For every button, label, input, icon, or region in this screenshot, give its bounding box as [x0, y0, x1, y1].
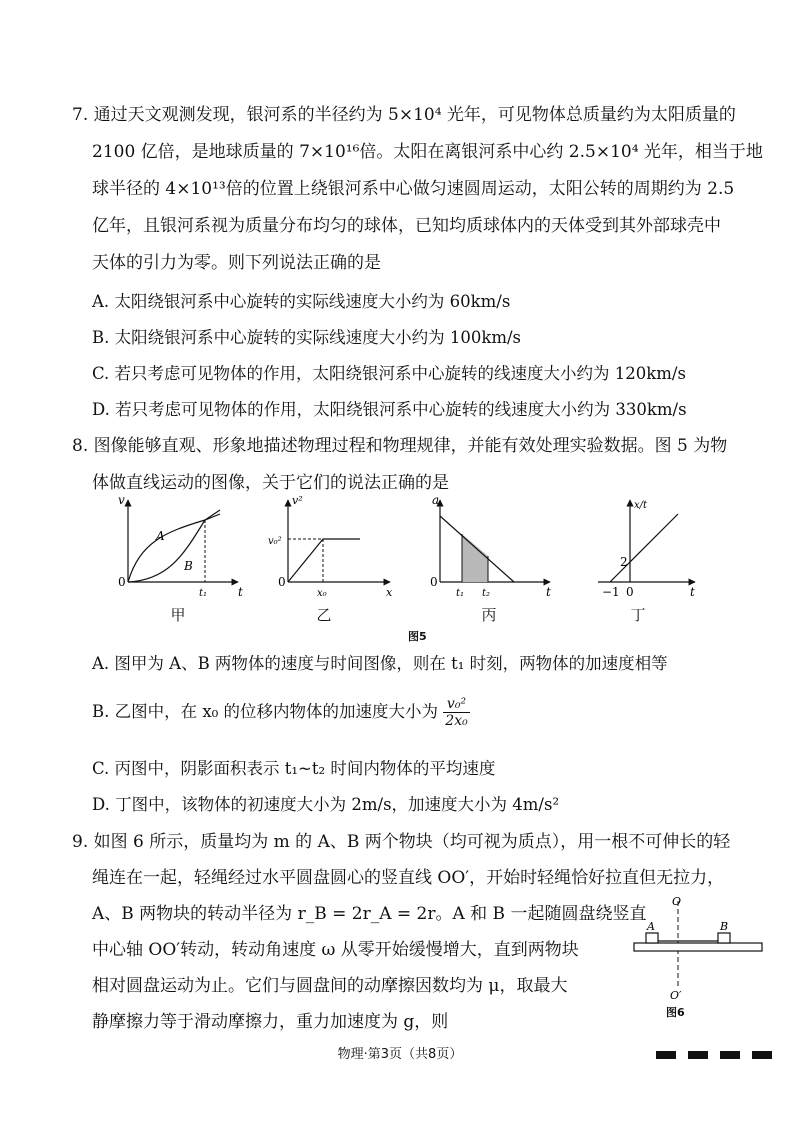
jia-curve-a-label: A [156, 529, 165, 543]
q9-line-1: 9. 如图 6 所示，质量均为 m 的 A、B 两个物块（均可视为质点），用一根不可伸长的轻 [72, 832, 731, 852]
yi-origin: 0 [278, 575, 286, 589]
ding-intercept: 2 [620, 555, 628, 569]
jia-xaxis-label: t [238, 585, 243, 599]
q9-line-6: 静摩擦力等于滑动摩擦力，重力加速度为 g，则 [92, 1012, 449, 1032]
page-mark-4 [752, 1051, 772, 1059]
figure-5-caption: 图5 [408, 630, 427, 643]
yi-tick-x0: x₀ [317, 588, 327, 599]
graph-caption-ding: 丁 [630, 606, 646, 624]
q8-option-a: A. 图甲为 A、B 两物体的速度与时间图像，则在 t₁ 时刻，两物体的加速度相等 [92, 654, 668, 673]
q7-line-3: 球半径的 4×10¹³倍的位置上绕银河系中心做匀速圆周运动，太阳公转的周期约为 2.5 [92, 179, 735, 199]
page-mark-2 [688, 1051, 708, 1059]
q7-option-d: D. 若只考虑可见物体的作用，太阳绕银河系中心旋转的线速度大小约为 330km/s [92, 400, 687, 419]
q7-line-5: 天体的引力为零。则下列说法正确的是 [92, 253, 381, 273]
q9-line-5: 相对圆盘运动为止。它们与圆盘间的动摩擦因数均为 μ，取最大 [92, 976, 568, 996]
jia-yaxis-label: v [118, 493, 125, 507]
yi-xaxis-label: x [386, 586, 393, 599]
q7-line-2: 2100 亿倍，是地球质量的 7×10¹⁶倍。太阳在离银河系中心约 2.5×10⁴ 光年，相当于地 [92, 142, 763, 162]
graph-jia [118, 493, 243, 599]
fig6-label-a: A [647, 920, 655, 933]
ding-xaxis-label: t [690, 585, 695, 599]
q9-line-4: 中心轴 OO′转动，转动角速度 ω 从零开始缓慢增大，直到两物块 [92, 940, 579, 960]
figure-6-caption: 图6 [666, 1006, 685, 1019]
q8-option-b [92, 696, 470, 729]
graph-caption-bing: 丙 [481, 606, 497, 624]
bing-origin: 0 [430, 575, 438, 589]
fig6-label-o: O [672, 895, 682, 908]
q7-option-a: A. 太阳绕银河系中心旋转的实际线速度大小约为 60km/s [92, 292, 511, 311]
fig6-label-o-prime: O′ [670, 989, 682, 1002]
ding-xneg: −1 [602, 585, 620, 599]
graph-ding [598, 500, 695, 599]
q8-option-b-fraction [443, 696, 469, 729]
bing-yaxis-label: a [432, 493, 440, 507]
curve-b [128, 510, 220, 582]
bing-xaxis-label: t [546, 585, 551, 599]
q8-line-2: 体做直线运动的图像，关于它们的说法正确的是 [92, 473, 449, 493]
block-a [646, 933, 658, 943]
disk [634, 943, 762, 951]
fig6-label-b: B [720, 920, 729, 933]
q7-option-c: C. 若只考虑可见物体的作用，太阳绕银河系中心旋转的线速度大小约为 120km/s [92, 364, 686, 383]
graph-yi [268, 494, 393, 599]
jia-origin: 0 [118, 575, 126, 589]
yi-level-label: v₀² [268, 536, 282, 547]
q7-line-4: 亿年，且银河系视为质量分布均匀的球体，已知均质球体内的天体受到其外部球壳中 [92, 216, 721, 236]
q8-option-c: C. 丙图中，阴影面积表示 t₁~t₂ 时间内物体的平均速度 [92, 759, 496, 778]
jia-curve-b-label: B [184, 559, 193, 573]
block-b [718, 933, 730, 943]
shaded-area [462, 534, 488, 582]
page-mark-3 [720, 1051, 740, 1059]
page-footer: 物理·第3页（共8页） [337, 1047, 463, 1062]
q7-option-b: B. 太阳绕银河系中心旋转的实际线速度大小约为 100km/s [92, 328, 522, 347]
figure-6 [628, 895, 768, 1005]
q8-option-d: D. 丁图中，该物体的初速度大小为 2m/s，加速度大小为 4m/s² [92, 795, 560, 814]
fraction-denominator: 2x₀ [445, 713, 468, 729]
q8-option-b-text: B. 乙图中，在 x₀ 的位移内物体的加速度大小为 [92, 702, 439, 721]
q7-line-1: 7. 通过天文观测发现，银河系的半径约为 5×10⁴ 光年，可见物体总质量约为太阳质量的 [72, 105, 736, 125]
fraction-numerator: v₀² [443, 696, 469, 713]
ding-origin: 0 [626, 585, 634, 599]
graph-bing [430, 493, 551, 599]
graph-caption-jia: 甲 [170, 606, 186, 624]
q8-line-1: 8. 图像能够直观、形象地描述物理过程和物理规律，并能有效处理实验数据。图 5 为物 [72, 436, 728, 456]
graph-caption-yi: 乙 [316, 606, 332, 624]
page-mark-1 [656, 1051, 676, 1059]
bing-tick-t2: t₂ [482, 588, 491, 599]
q9-line-2: 绳连在一起，轻绳经过水平圆盘圆心的竖直线 OO′，开始时轻绳恰好拉直但无拉力， [92, 868, 725, 888]
q9-line-3: A、B 两物块的转动半径为 r_B = 2r_A = 2r。A 和 B 一起随圆盘绕竖直 [92, 904, 647, 924]
curve-a [128, 514, 220, 582]
jia-tick-t1: t₁ [199, 588, 208, 599]
ding-yaxis-label: x/t [634, 500, 648, 511]
bing-tick-t1: t₁ [456, 588, 465, 599]
yi-yaxis-label: v² [292, 494, 303, 507]
